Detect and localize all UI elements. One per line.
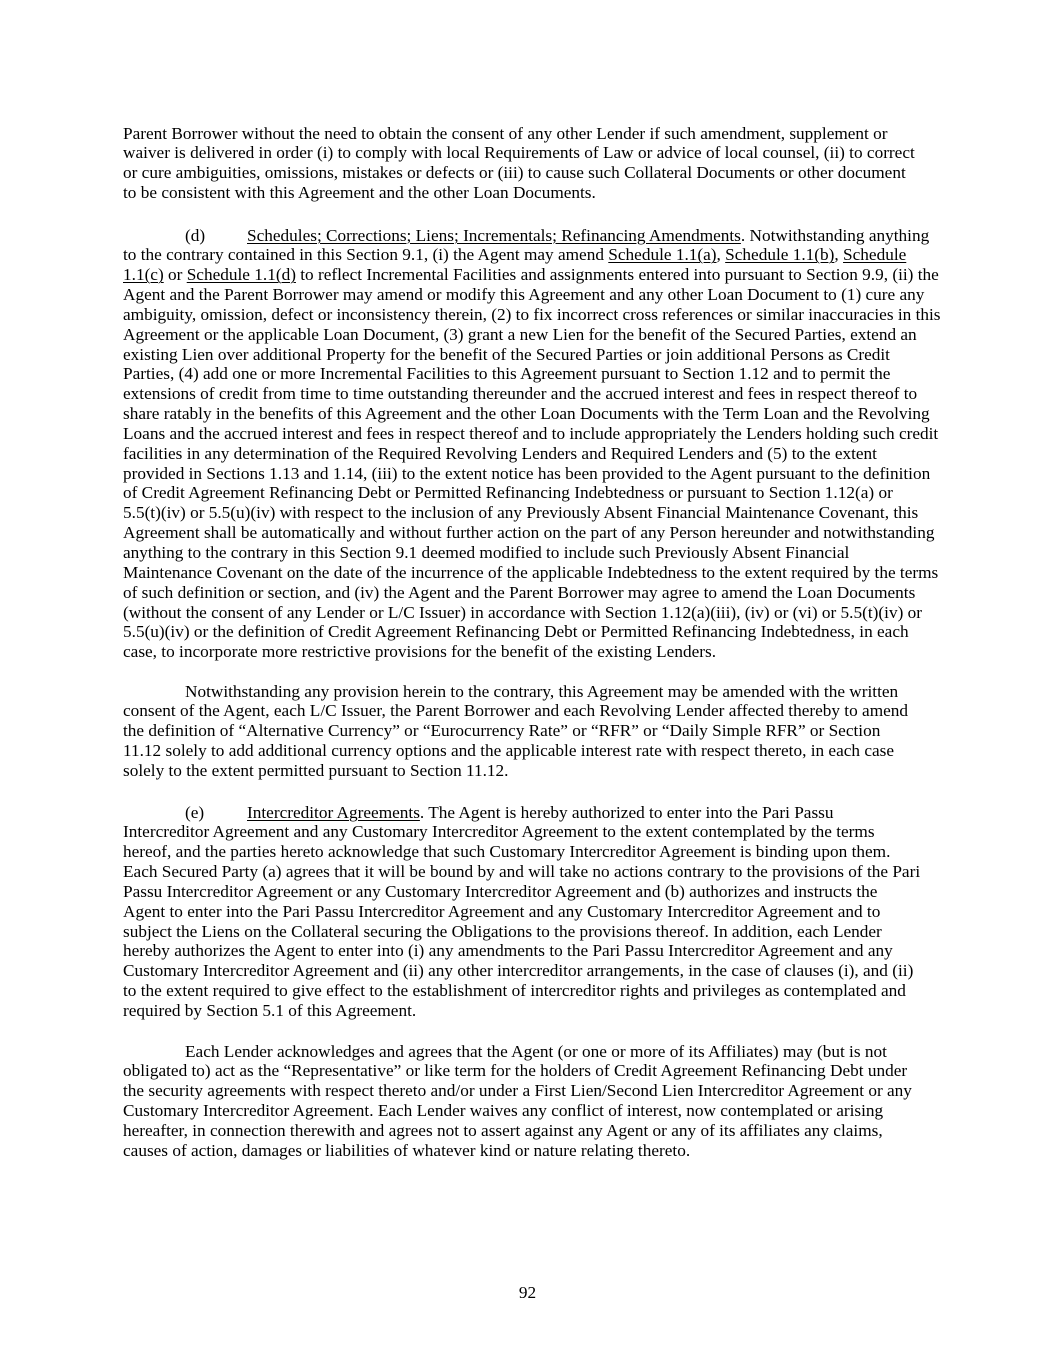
text-line: Each Secured Party (a) agrees that it will be bound by and will take no actions contrary to the provisions of the Pari [123,862,921,882]
text-line: solely to the extent permitted pursuant to Section 11.12. [123,760,509,780]
text-line: Customary Intercreditor Agreement and (ii) any other intercreditor arrangements, in the case of clauses (i), and (ii) [123,961,914,981]
text-line: Passu Intercreditor Agreement or any Customary Intercreditor Agreement and (b) authorizes and instructs the [123,881,878,901]
schedule-reference: 1.1(c) [123,265,164,285]
text-segment: to reflect Incremental Facilities and assignments entered into pursuant to Section 9.9, (ii) the [295,265,939,285]
section-e [123,803,983,1021]
text-line: hereafter, in connection therewith and agrees not to assert against any Agent or any of its affiliates any claims, [123,1120,883,1140]
paragraph-currency-amendment [123,682,983,781]
text-segment: to the contrary contained in this Section 9.1, (i) the Agent may amend [123,245,609,265]
text-line: ambiguity, omission, defect or inconsistency therein, (2) to fix incorrect cross references or similar inaccuracies in this [123,304,941,324]
text-line: of such definition or section, and (iv) the Agent and the Parent Borrower may agree to amend the Loan Documents [123,582,916,602]
text-line: anything to the contrary in this Section 9.1 deemed modified to include such Previously Absent Financial [123,543,850,562]
text-line: hereof, and the parties hereto acknowledge that such Customary Intercreditor Agreement is binding upon them. [123,842,891,862]
section-heading: Intercreditor Agreements [247,802,420,822]
text-line: Parties, (4) add one or more Incremental Facilities to this Agreement pursuant to Section 1.12 and to permit the [123,364,891,384]
text-line: causes of action, damages or liabilities of whatever kind or nature relating thereto. [123,1140,691,1160]
text-line: subject the Liens on the Collateral securing the Obligations to the provisions thereof. In addition, each Lender [123,921,882,941]
text-line: Notwithstanding any provision herein to the contrary, this Agreement may be amended with the written [185,681,899,701]
schedule-reference: Schedule 1.1(a) [608,245,717,265]
schedule-reference: Schedule 1.1(b) [725,245,835,265]
page-number: 92 [518,1282,537,1302]
text-line: Intercreditor Agreement and any Customary Intercreditor Agreement to the extent contemplated by the terms [123,822,875,842]
text-line: 5.5(t)(iv) or 5.5(u)(iv) with respect to the inclusion of any Previously Absent Financial Maintenance Covenant, this [123,503,919,523]
text-line: Each Lender acknowledges and agrees that the Agent (or one or more of its Affiliates) may (but is not [185,1041,887,1061]
text-line: the definition of “Alternative Currency” or “Eurocurrency Rate” or “RFR” or “Daily Simple RFR” or Section [123,721,881,741]
text-line: extensions of credit from time to time outstanding thereunder and the accrued interest and fees in respect thereof to [123,384,918,404]
text-segment: , [716,245,726,265]
text-line [123,803,983,823]
text-segment: , [834,245,844,265]
text-line: waiver is delivered in order (i) to comply with local Requirements of Law or advice of local counsel, (ii) to correct [123,143,915,163]
text-line: Agreement shall be automatically and without further action on the part of any Person hereunder and notwithstanding [123,523,935,543]
schedule-reference: Schedule 1.1(d) [186,265,296,285]
text-line [123,245,983,265]
text-line: 11.12 solely to add additional currency options and the applicable interest rate with respect thereto, in each case [123,741,895,761]
text-line: case, to incorporate more restrictive provisions for the benefit of the existing Lenders. [123,642,717,662]
text-segment: . The Agent is hereby authorized to enter into the Pari Passu [419,802,834,822]
text-line: to the extent required to give effect to the establishment of intercreditor rights and privileges as contemplated and [123,981,906,1001]
text-line: Parent Borrower without the need to obtain the consent of any other Lender if such amendment, supplement or [123,123,888,143]
text-line: hereby authorizes the Agent to enter into (i) any amendments to the Pari Passu Intercreditor Agreement and any [123,941,893,961]
text-line: share ratably in the benefits of this Agreement and the other Loan Documents with the Term Loan and the Revolving [123,404,930,424]
text-line: or cure ambiguities, omissions, mistakes or defects or (iii) to cause such Collateral Documents or other document [123,163,906,183]
text-line: (without the consent of any Lender or L/C Issuer) in accordance with Section 1.12(a)(iii), (iv) or (vi) or 5.5(t)(iv) or [123,602,922,622]
text-line [123,226,983,246]
text-line: provided in Sections 1.13 and 1.14, (iii) to the extent notice has been provided to the Agent pursuant to the definition [123,463,931,483]
text-segment: or [163,265,187,285]
text-line: Loans and the accrued interest and fees in respect thereof and to include appropriately the Lenders holding such credit [123,423,939,443]
text-line [123,265,983,285]
schedule-reference: Schedule [843,245,907,265]
text-line: to be consistent with this Agreement and the other Loan Documents. [123,183,596,203]
text-line: existing Lien over additional Property for the benefit of the Secured Parties or join additional Persons as Credit [123,344,890,364]
text-line: of Credit Agreement Refinancing Debt or Permitted Refinancing Indebtedness or pursuant to Section 1.12(a) or [123,483,893,503]
text-line: the security agreements with respect thereto and/or under a First Lien/Second Lien Intercreditor Agreement or any [123,1081,912,1101]
section-label: (e) [185,802,205,822]
text-line: required by Section 5.1 of this Agreement. [123,1000,417,1020]
text-line: 5.5(u)(iv) or the definition of Credit Agreement Refinancing Debt or Permitted Refinancing Indebtedness, in each [123,622,909,642]
paragraph-representative [123,1042,983,1161]
paragraph-continuation [123,124,983,203]
text-line: Maintenance Covenant on the date of the incurrence of the applicable Indebtedness to the extent required by the terms [123,562,939,582]
text-line: Customary Intercreditor Agreement. Each Lender waives any conflict of interest, now contemplated or arising [123,1101,884,1121]
section-label: (d) [185,225,206,245]
text-segment: . Notwithstanding anything [740,225,930,245]
text-line: facilities in any determination of the Required Revolving Lenders and Required Lenders and (5) to the extent [123,443,877,463]
section-heading: Schedules; Corrections; Liens; Incrementals; Refinancing Amendments [247,225,741,245]
text-line: Agent and the Parent Borrower may amend or modify this Agreement and any other Loan Document to (1) cure any [123,285,925,305]
text-line: obligated to) act as the “Representative” or like term for the holders of Credit Agreement Refinancing Debt under [123,1061,908,1081]
text-line: Agent to enter into the Pari Passu Intercreditor Agreement and any Customary Intercreditor Agreement and to [123,901,881,921]
text-line: consent of the Agent, each L/C Issuer, the Parent Borrower and each Revolving Lender affected thereby to amend [123,701,909,721]
section-d [123,226,983,663]
text-line: Agreement or the applicable Loan Document, (3) grant a new Lien for the benefit of the Secured Parties, extend an [123,324,917,344]
